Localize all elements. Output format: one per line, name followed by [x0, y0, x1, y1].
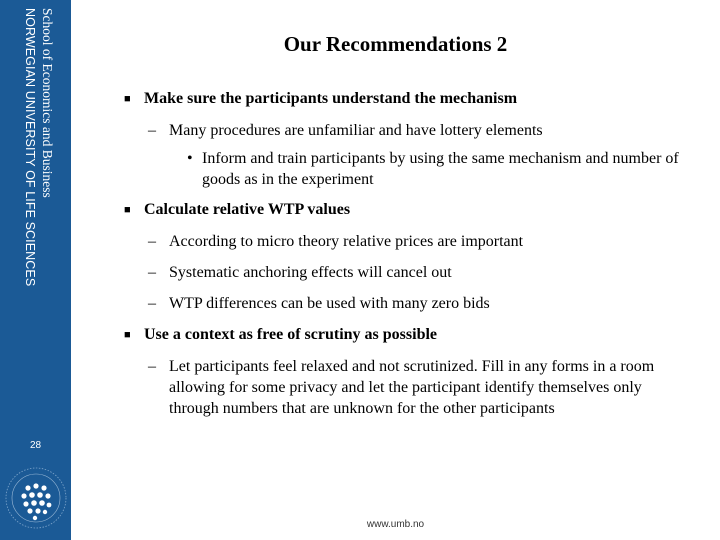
- sub-bullet-text: Let participants feel relaxed and not scrutinized. Fill in any forms in a room allowing for some privacy and let the participant identify themselves only through numbers that are unknown for the other participants: [169, 358, 655, 417]
- sub-bullet-item: [112, 356, 692, 419]
- sub-bullet-item: [112, 262, 692, 283]
- square-bullet-icon: ■: [124, 93, 131, 105]
- bullet-item: [112, 199, 692, 221]
- slide-content: [112, 88, 692, 429]
- square-bullet-icon: ■: [124, 204, 131, 216]
- sub-bullet-item: [112, 120, 692, 141]
- sub-bullet-item: [112, 231, 692, 252]
- bullet-text: Calculate relative WTP values: [144, 201, 351, 218]
- sub-sub-bullet-text: Inform and train participants by using the same mechanism and number of goods as in the experiment: [202, 150, 679, 188]
- bullet-item: [112, 324, 692, 346]
- sub-bullet-item: [112, 293, 692, 314]
- footer-url: www.umb.no: [366, 519, 425, 530]
- bullet-item: [112, 88, 692, 110]
- dash-bullet-icon: –: [148, 264, 156, 281]
- bullet-text: Use a context as free of scrutiny as possible: [144, 326, 438, 343]
- sub-sub-bullet-item: [112, 148, 692, 190]
- sidebar: [0, 0, 71, 540]
- sub-bullet-text: Systematic anchoring effects will cancel out: [169, 264, 452, 281]
- bullet-text: Make sure the participants understand the mechanism: [144, 90, 518, 107]
- dash-bullet-icon: –: [148, 122, 156, 139]
- university-logo-icon: [4, 466, 68, 530]
- sub-bullet-text: According to micro theory relative prices are important: [169, 233, 524, 250]
- dash-bullet-icon: –: [148, 295, 156, 312]
- sub-bullet-text: Many procedures are unfamiliar and have lottery elements: [169, 122, 543, 139]
- square-bullet-icon: ■: [124, 329, 131, 341]
- school-name: School of Economics and Business: [40, 8, 55, 198]
- page-number: 28: [29, 440, 42, 451]
- dash-bullet-icon: –: [148, 358, 156, 375]
- dash-bullet-icon: –: [148, 233, 156, 250]
- slide-title: Our Recommendations 2: [283, 32, 508, 56]
- sub-bullet-text: WTP differences can be used with many zero bids: [169, 295, 490, 312]
- dot-bullet-icon: •: [187, 150, 193, 167]
- university-name: NORWEGIAN UNIVERSITY OF LIFE SCIENCES: [23, 8, 37, 287]
